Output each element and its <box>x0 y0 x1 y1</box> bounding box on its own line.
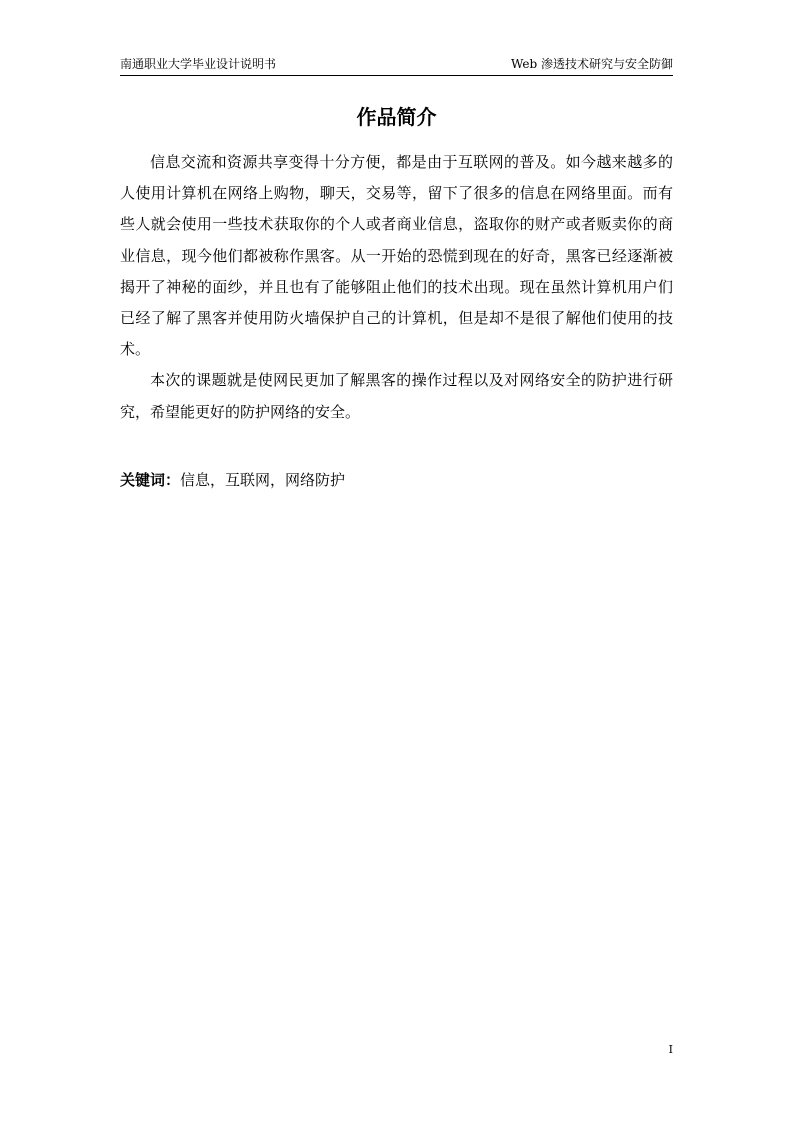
keywords-value: 信息，互联网，网络防护 <box>180 471 346 489</box>
page-title: 作品简介 <box>356 105 437 129</box>
abstract-paragraph-2: 本次的课题就是使网民更加了解黑客的操作过程以及对网络安全的防护进行研究，希望能更好的防护网络的安全。 <box>120 371 673 421</box>
header-document-title: Web 渗透技术研究与安全防御 <box>511 57 673 71</box>
page-number: I <box>668 1043 673 1056</box>
keywords-line <box>120 465 673 496</box>
abstract-body <box>120 147 673 428</box>
header-school-title: 南通职业大学毕业设计说明书 <box>120 57 277 71</box>
keywords-label: 关键词： <box>120 471 181 489</box>
page-header <box>120 55 673 76</box>
abstract-paragraph-1: 信息交流和资源共享变得十分方便，都是由于互联网的普及。如今越来越多的人使用计算机在网络上购物，聊天，交易等，留下了很多的信息在网络里面。而有些人就会使用一些技术获取你的个人或者商业信息，盗取你的财产或者贩卖你的商业信息，现今他们都被称作黑客。从一开始的恐慌到现在的好奇，黑客已经逐渐被揭开了神秘的面纱，并且也有了能够阻止他们的技术出现。现在虽然计算机用户们已经了解了黑客并使用防火墙保护自己的计算机，但是却不是很了解他们使用的技术。 <box>120 153 673 359</box>
